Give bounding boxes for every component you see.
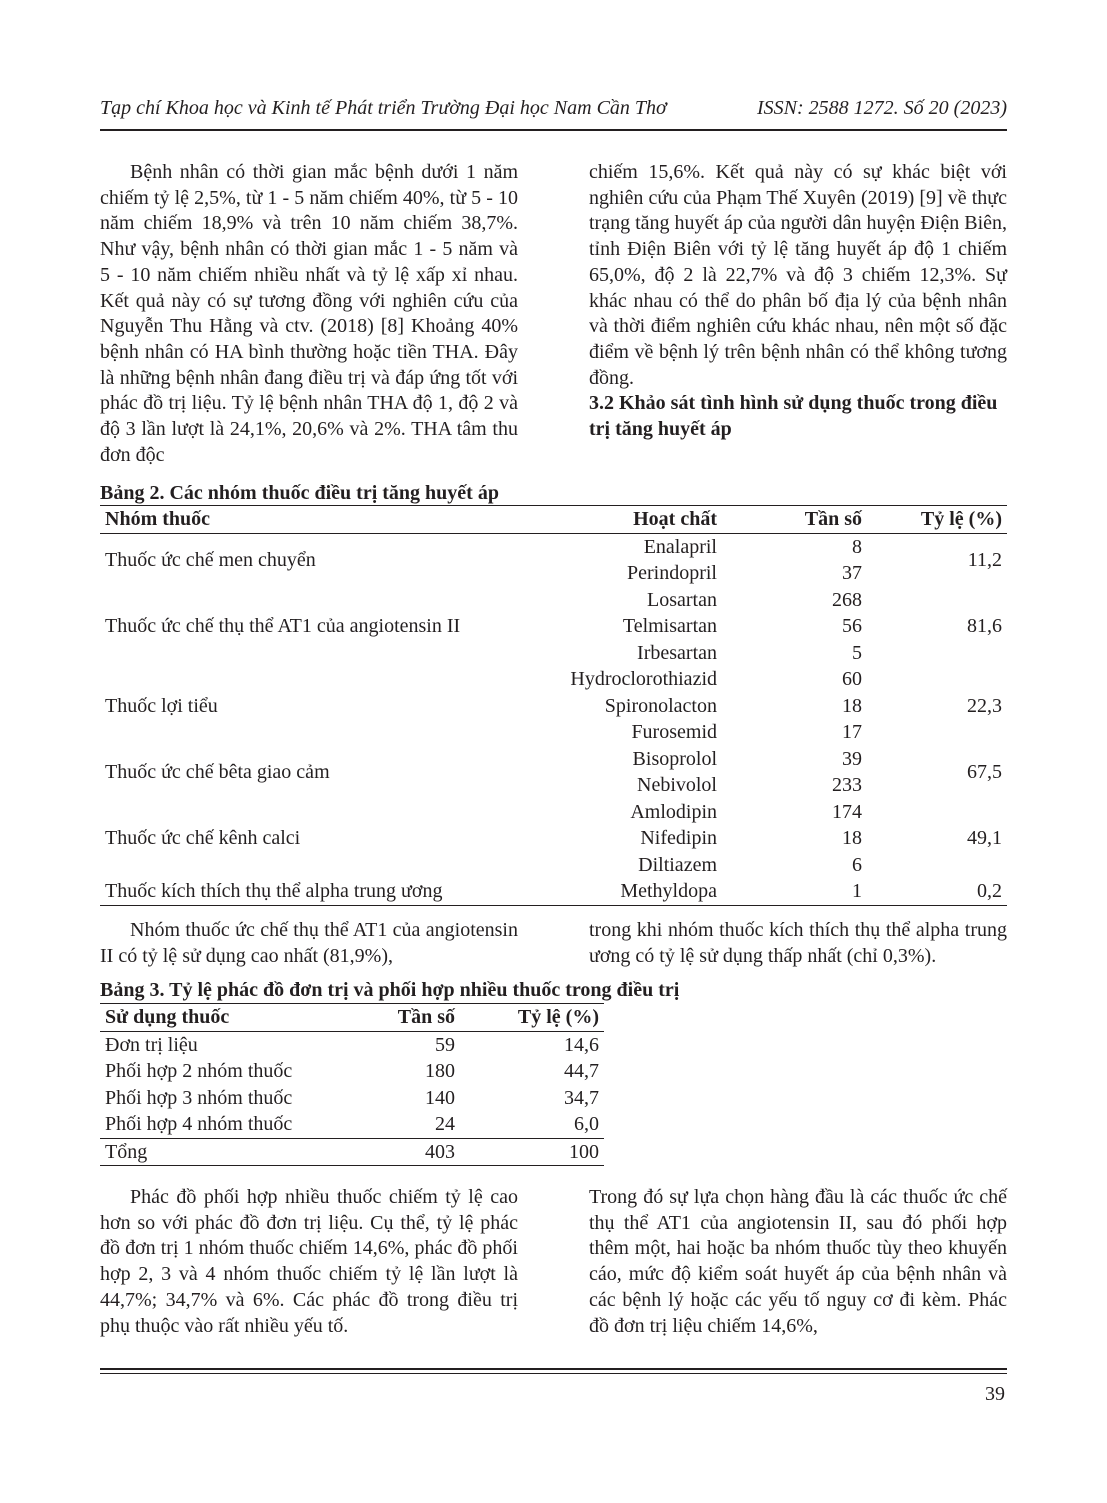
header-frequency: Tần số xyxy=(722,506,867,534)
footer-rule-top xyxy=(100,1368,1007,1370)
table3-header-row xyxy=(100,1004,604,1032)
frequency-cell: 6 xyxy=(852,853,862,876)
header-rule xyxy=(100,129,1007,131)
total-row xyxy=(100,1138,604,1166)
table-row xyxy=(100,1031,604,1058)
substance-cell: Amlodipin xyxy=(630,800,717,823)
substance-cell: Enalapril xyxy=(643,535,717,558)
paragraph-alpha-lowest: trong khi nhóm thuốc kích thích thụ thể alpha trung ương có tỷ lệ sử dụng thấp nhất (chỉ 0,3%). xyxy=(589,919,1007,967)
rate-cell: 14,6 xyxy=(564,1033,599,1056)
column-right-bottom xyxy=(589,1185,1007,1339)
rate-cell: 44,7 xyxy=(564,1060,599,1082)
paragraph-duration: Bệnh nhân có thời gian mắc bệnh dưới 1 năm chiếm tỷ lệ 2,5%, từ 1 - 5 năm chiếm 40%, từ 5 - 10 năm chiếm 18,9% và trên 10 năm chiếm 38,7%. Như vậy, bệnh nhân có thời gian mắc 1 - 5 năm và 5 - 10 năm chiếm nhiều nhất và tỷ lệ xấp xỉ nhau. Kết quả này có sự tương đồng với nghiên cứu của Nguyễn Thu Hằng và ctv. (2018) [8] Khoảng 40% bệnh nhân có HA bình thường hoặc tiền THA. Đây là những bệnh nhân đang điều trị và đáp ứng tốt với phác đồ trị liệu. Tỷ lệ bệnh nhân THA độ 1, độ 2 và độ 3 lần lượt là 24,1%, 20,6% và 2%. THA tâm thu đơn độc xyxy=(100,161,518,466)
total-frequency: 403 xyxy=(355,1138,460,1166)
column-right-top xyxy=(589,160,1007,443)
rate-cell: 0,2 xyxy=(867,878,1007,905)
drug-group-cell: Thuốc ức chế men chuyển xyxy=(105,548,316,571)
column-left-bottom xyxy=(100,1185,518,1339)
frequency-cell: 174 xyxy=(832,800,862,823)
table-row xyxy=(100,587,1007,614)
table-row xyxy=(100,1085,604,1112)
column-right-mid xyxy=(589,918,1007,969)
substance-cell: Perindopril xyxy=(627,562,717,584)
table-row xyxy=(100,878,1007,905)
drug-group-cell: Thuốc lợi tiểu xyxy=(105,694,218,717)
frequency-cell: 180 xyxy=(425,1060,455,1082)
substance-cell: Nifedipin xyxy=(640,827,717,849)
rate-cell: 11,2 xyxy=(967,548,1002,571)
substance-cell: Hydroclorothiazid xyxy=(570,668,717,690)
frequency-cell: 268 xyxy=(832,588,862,611)
header-group: Nhóm thuốc xyxy=(100,506,545,534)
header-rate: Tỷ lệ (%) xyxy=(867,506,1007,534)
table-row xyxy=(100,746,1007,773)
substance-cell: Nebivolol xyxy=(637,774,717,796)
paragraph-at1-highest: Nhóm thuốc ức chế thụ thể AT1 của angiotensin II có tỷ lệ sử dụng cao nhất (81,9%), xyxy=(100,919,518,967)
substance-cell: Telmisartan xyxy=(622,615,717,637)
rate-cell: 6,0 xyxy=(574,1113,599,1135)
section-heading: 3.2 Khảo sát tình hình sử dụng thuốc trong điều trị tăng huyết áp xyxy=(589,392,998,441)
footer-rule-bottom xyxy=(100,1373,1007,1374)
page-number: 39 xyxy=(985,1383,1005,1405)
table2-caption: Bảng 2. Các nhóm thuốc điều trị tăng huyết áp xyxy=(100,482,499,504)
table3-caption: Bảng 3. Tỷ lệ phác đồ đơn trị và phối hợp nhiều thuốc trong điều trị xyxy=(100,979,680,1001)
column-left-mid xyxy=(100,918,518,969)
drug-groups-table xyxy=(100,505,1007,906)
usage-cell: Đơn trị liệu xyxy=(105,1033,198,1056)
paragraph-comparison: chiếm 15,6%. Kết quả này có sự khác biệt với nghiên cứu của Phạm Thế Xuyên (2019) [9] về thực trạng tăng huyết áp của người dân huyện Điện Biên, tỉnh Điện Biên với tỷ lệ tăng huyết áp độ 1 chiếm 65,0%, độ 2 là 22,7% và độ 3 chiếm 12,3%. Sự khác nhau có thể do phân bố địa lý của bệnh nhân và thời điểm nghiên cứu khác nhau, nên một số đặc điểm về bệnh lý trên bệnh nhân có thể không tương đồng. xyxy=(589,161,1007,389)
rate-cell: 22,3 xyxy=(967,694,1002,717)
journal-title: Tạp chí Khoa học và Kinh tế Phát triển Trường Đại học Nam Cần Thơ xyxy=(100,97,667,119)
regimen-table xyxy=(100,1003,604,1166)
table2-header-row xyxy=(100,506,1007,534)
table-row xyxy=(100,799,1007,826)
frequency-cell: 37 xyxy=(842,562,862,584)
drug-group-cell: Thuốc kích thích thụ thể alpha trung ương xyxy=(100,878,545,905)
frequency-cell: 17 xyxy=(842,721,862,743)
frequency-cell: 60 xyxy=(842,668,862,690)
frequency-cell: 39 xyxy=(842,747,862,770)
frequency-cell: 18 xyxy=(842,694,862,717)
frequency-cell: 233 xyxy=(832,774,862,796)
substance-cell: Irbesartan xyxy=(637,641,717,664)
issn-label: ISSN: 2588 1272. Số 20 (2023) xyxy=(757,97,1007,119)
usage-cell: Phối hợp 3 nhóm thuốc xyxy=(105,1086,293,1109)
usage-cell: Phối hợp 4 nhóm thuốc xyxy=(105,1113,293,1135)
paragraph-regimens: Phác đồ phối hợp nhiều thuốc chiếm tỷ lệ cao hơn so với phác đồ đơn trị liệu. Cụ thể, tỷ lệ phác đồ đơn trị 1 nhóm thuốc chiếm 14,6%, phác đồ phối hợp 2, 3 và 4 nhóm thuốc chiếm tỷ lệ lần lượt là 44,7%; 34,7% và 6%. Các phác đồ trong điều trị phụ thuộc vào rất nhiều yếu tố. xyxy=(100,1186,518,1337)
substance-cell: Losartan xyxy=(647,588,717,611)
header-rate: Tỷ lệ (%) xyxy=(460,1004,604,1032)
table-row xyxy=(100,666,1007,693)
frequency-cell: 56 xyxy=(842,615,862,637)
table-row xyxy=(100,1058,604,1085)
table-row xyxy=(100,533,1007,560)
table-row xyxy=(100,1111,604,1138)
substance-cell: Bisoprolol xyxy=(632,747,717,770)
drug-group-cell: Thuốc ức chế kênh calci xyxy=(105,827,301,849)
header-usage: Sử dụng thuốc xyxy=(100,1004,355,1032)
substance-cell: Furosemid xyxy=(631,721,717,743)
paragraph-first-choice: Trong đó sự lựa chọn hàng đầu là các thuốc ức chế thụ thể AT1 của angiotensin II, sau đó phối hợp thêm một, hai hoặc ba nhóm thuốc tùy theo khuyến cáo, mức độ kiểm soát huyết áp của bệnh nhân và các bệnh lý hoặc các yếu tố nguy cơ đi kèm. Phác đồ đơn trị liệu chiếm 14,6%, xyxy=(589,1186,1007,1337)
header-substance: Hoạt chất xyxy=(545,506,722,534)
total-label: Tổng xyxy=(100,1138,355,1166)
drug-group-cell: Thuốc ức chế thụ thể AT1 của angiotensin II xyxy=(105,615,461,637)
rate-cell: 67,5 xyxy=(967,760,1002,783)
substance-cell: Methyldopa xyxy=(545,878,722,905)
frequency-cell: 24 xyxy=(435,1113,455,1135)
usage-cell: Phối hợp 2 nhóm thuốc xyxy=(105,1060,293,1082)
column-left-top xyxy=(100,160,518,468)
drug-group-cell: Thuốc ức chế bêta giao cảm xyxy=(105,760,330,783)
frequency-cell: 18 xyxy=(842,827,862,849)
total-rate: 100 xyxy=(460,1138,604,1166)
frequency-cell: 5 xyxy=(852,641,862,664)
frequency-cell: 1 xyxy=(722,878,867,905)
frequency-cell: 8 xyxy=(852,535,862,558)
rate-cell: 34,7 xyxy=(564,1086,599,1109)
rate-cell: 81,6 xyxy=(967,615,1002,637)
frequency-cell: 59 xyxy=(435,1033,455,1056)
frequency-cell: 140 xyxy=(425,1086,455,1109)
substance-cell: Spironolacton xyxy=(604,694,717,717)
header-frequency: Tần số xyxy=(355,1004,460,1032)
rate-cell: 49,1 xyxy=(967,827,1002,849)
substance-cell: Diltiazem xyxy=(638,853,717,876)
